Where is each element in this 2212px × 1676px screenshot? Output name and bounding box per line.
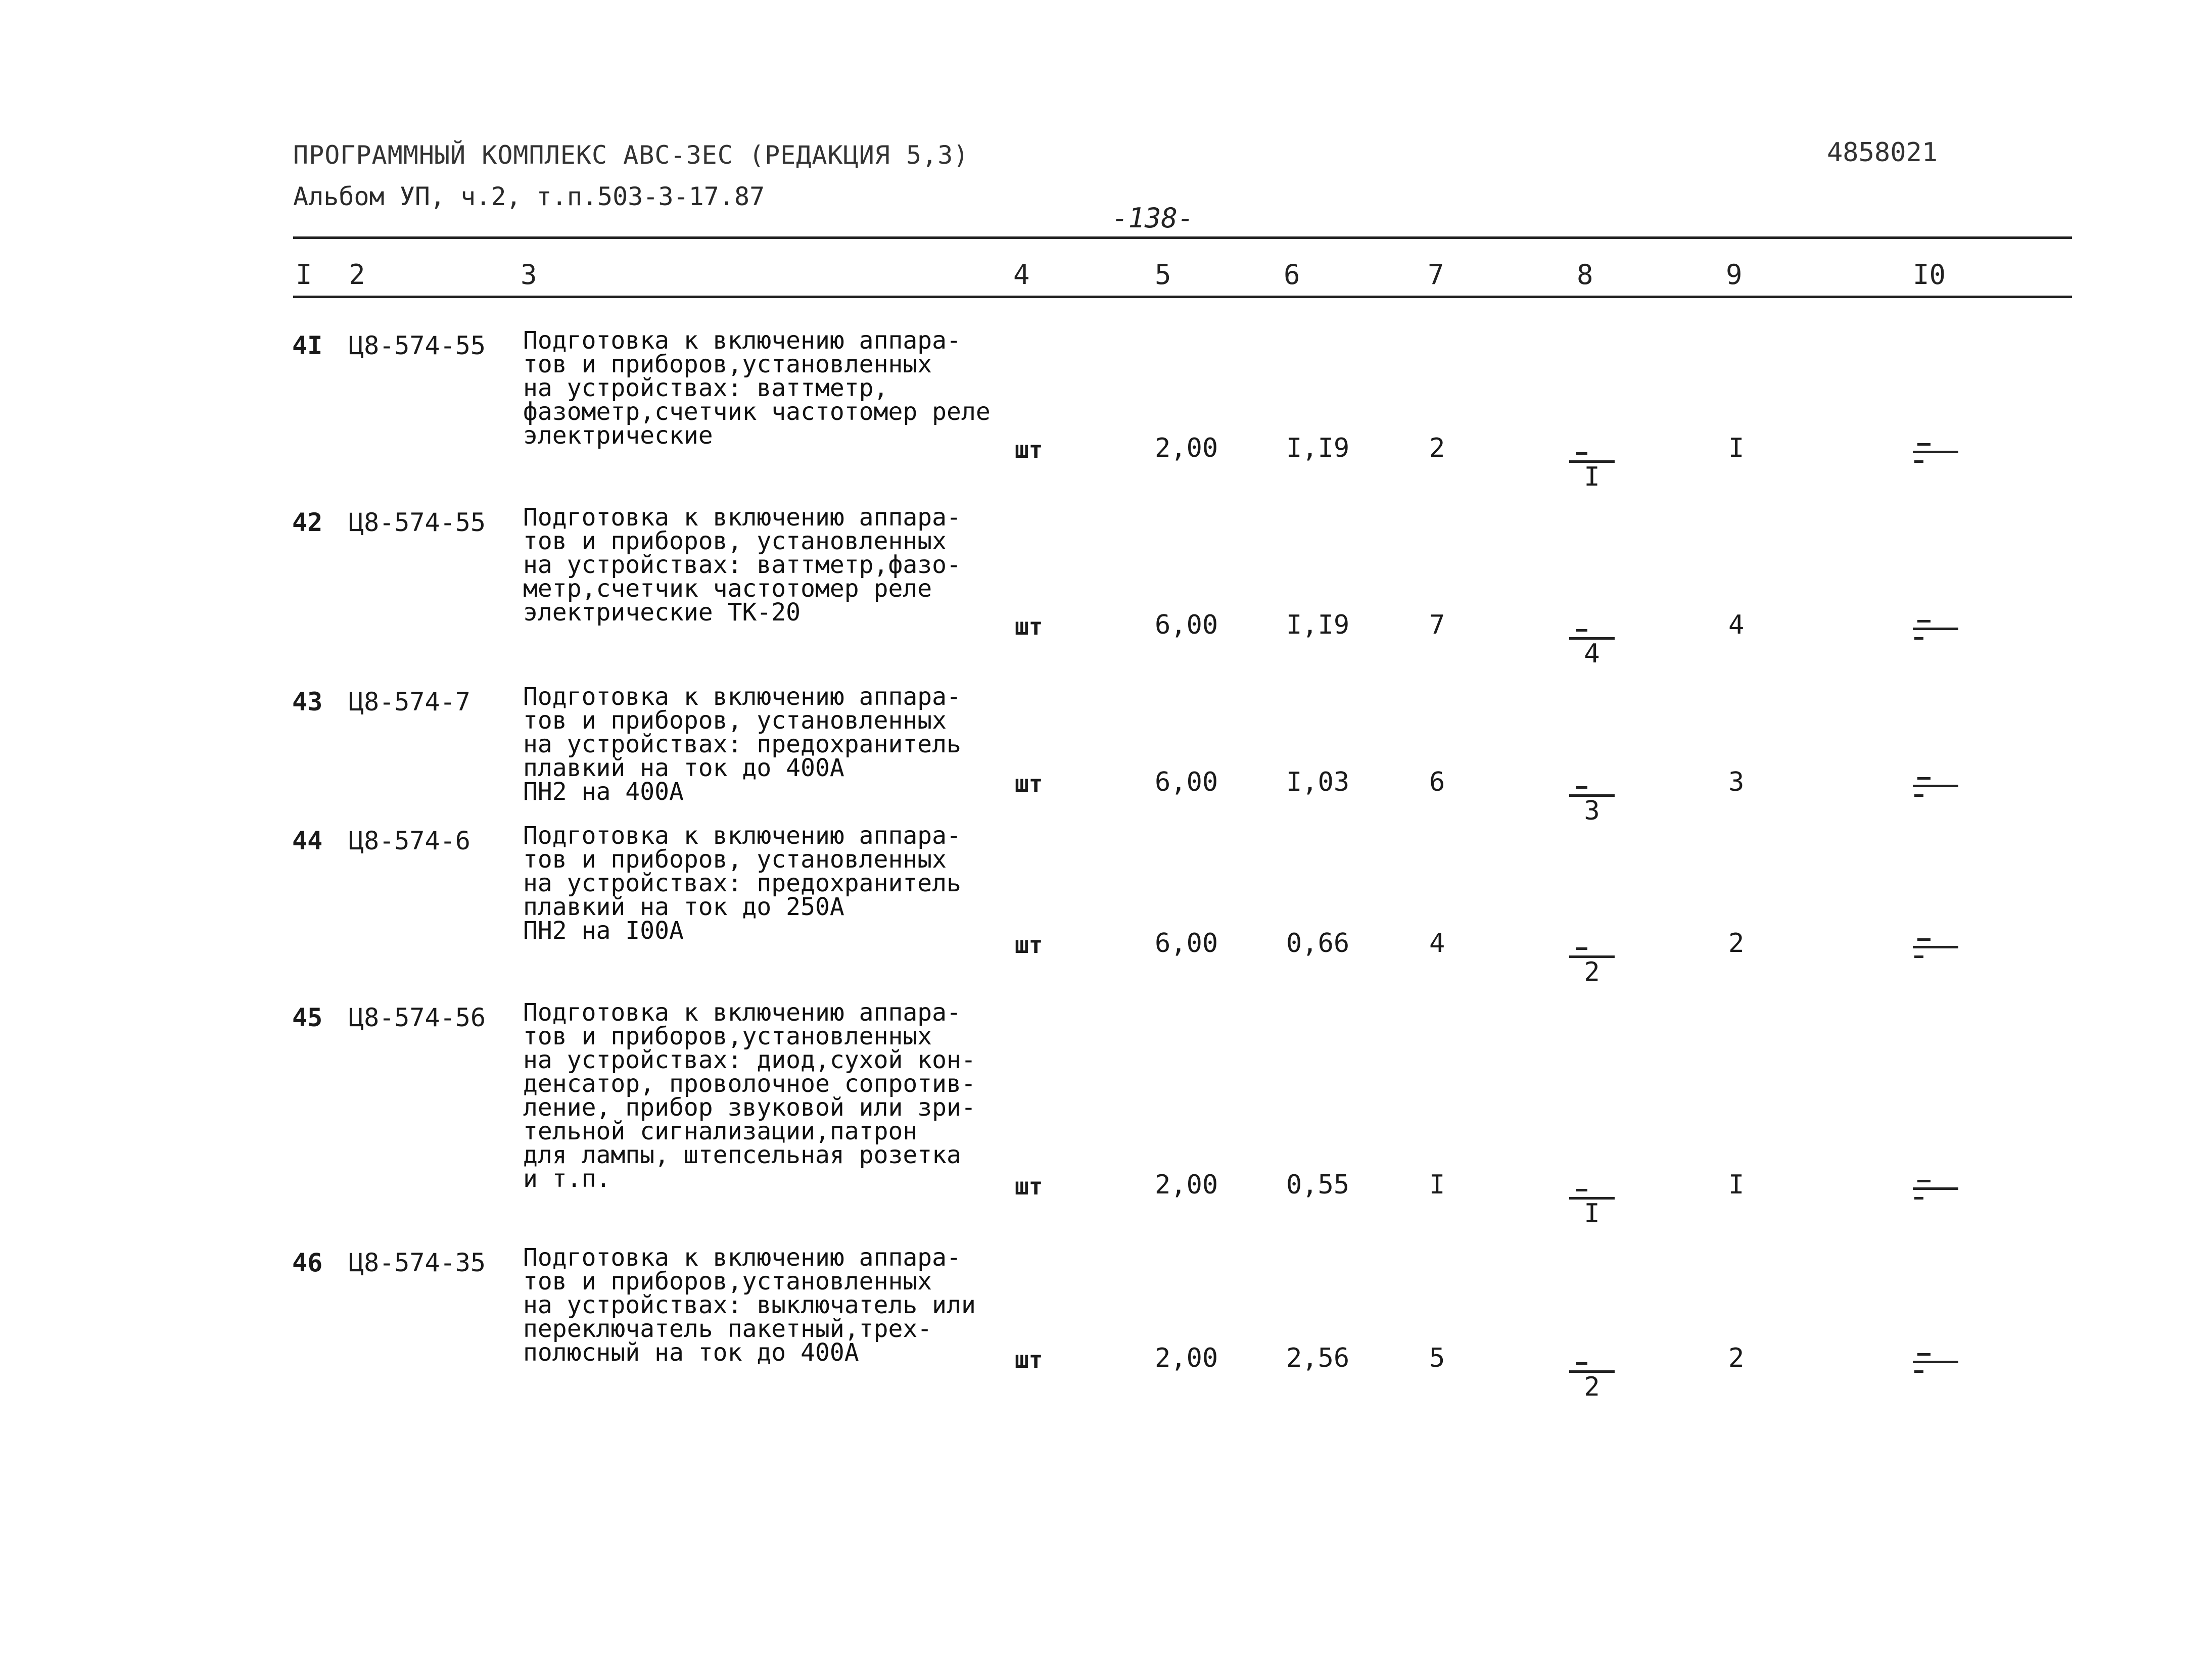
quantity-value: 6,00 xyxy=(1155,767,1218,797)
row-number: 45 xyxy=(292,1003,323,1032)
work-description: Подготовка к включению аппара- тов и приборов, установленных на устройствах: предохранитель плавкий на ток до 250А ПН2 на I00А xyxy=(523,822,961,945)
dash-bottom xyxy=(1914,1197,1923,1200)
column-number-6: 6 xyxy=(1284,259,1300,291)
row-number: 43 xyxy=(292,687,323,716)
column-9-value: I xyxy=(1728,433,1745,463)
column-number-3: 3 xyxy=(521,259,537,291)
header-rule-bottom xyxy=(293,296,2072,298)
dash-top xyxy=(1917,1353,1931,1356)
unit-of-measure: шт xyxy=(1015,931,1043,959)
fraction-top-dash xyxy=(1567,777,1617,794)
dash-bottom xyxy=(1914,1370,1923,1373)
fraction-top-dash xyxy=(1567,620,1617,637)
row-number: 46 xyxy=(292,1248,323,1277)
dash-top xyxy=(1917,443,1931,446)
work-description: Подготовка к включению аппара- тов и приборов,установленных на устройствах: диод,сухой кон- денсатор, проволочное сопротив- ление, прибор звуковой или зри- тельной сигнализации,патрон для лампы, штепсельная розетка и т.п. xyxy=(523,998,976,1193)
column-7-value: 7 xyxy=(1429,610,1445,640)
column-9-value: 2 xyxy=(1728,928,1745,959)
fraction-top-dash xyxy=(1567,1180,1617,1197)
fraction-bottom: 2 xyxy=(1584,957,1600,987)
column-7-value: 2 xyxy=(1429,433,1445,463)
column-9-value: 4 xyxy=(1728,610,1745,640)
column-number-10: I0 xyxy=(1913,259,1946,291)
column-8-fraction xyxy=(1567,1180,1617,1228)
dash-bottom xyxy=(1914,794,1923,797)
fraction-bottom: 3 xyxy=(1584,796,1600,826)
column-10-dash xyxy=(1910,1353,1961,1373)
column-10-dash xyxy=(1910,1180,1961,1200)
norm-value: I,03 xyxy=(1286,767,1350,797)
unit-of-measure: шт xyxy=(1015,770,1043,797)
document-number: 4858021 xyxy=(1827,137,1938,168)
work-description: Подготовка к включению аппара- тов и приборов,установленных на устройствах: ваттметр, фазометр,счетчик частотомер реле электрические xyxy=(523,326,991,450)
rate-code: Ц8-574-56 xyxy=(349,1003,486,1032)
dash-bar xyxy=(1913,946,1958,948)
dash-top xyxy=(1917,777,1931,780)
fraction-bottom: I xyxy=(1584,462,1600,492)
album-line: Альбом УП, ч.2, т.п.503-3-17.87 xyxy=(293,182,765,211)
quantity-value: 6,00 xyxy=(1155,928,1218,959)
dash-bar xyxy=(1913,1361,1958,1363)
norm-value: 0,55 xyxy=(1286,1170,1350,1200)
quantity-value: 2,00 xyxy=(1155,1343,1218,1373)
norm-value: I,I9 xyxy=(1286,433,1350,463)
rate-code: Ц8-574-55 xyxy=(349,508,486,537)
page-number: -138- xyxy=(1112,202,1194,234)
column-number-7: 7 xyxy=(1428,259,1444,291)
fraction-top-dash xyxy=(1567,443,1617,460)
rate-code: Ц8-574-6 xyxy=(349,826,470,855)
rate-code: Ц8-574-35 xyxy=(349,1248,486,1277)
fraction-bottom: I xyxy=(1584,1199,1600,1229)
column-number-2: 2 xyxy=(349,259,365,291)
unit-of-measure: шт xyxy=(1015,613,1043,640)
column-9-value: 2 xyxy=(1728,1343,1745,1373)
unit-of-measure: шт xyxy=(1015,1173,1043,1200)
norm-value: 0,66 xyxy=(1286,928,1350,959)
dash-bar xyxy=(1913,785,1958,787)
dash-bar xyxy=(1913,628,1958,630)
column-number-5: 5 xyxy=(1155,259,1171,291)
column-number-1: I xyxy=(296,259,312,291)
unit-of-measure: шт xyxy=(1015,1346,1043,1373)
fraction-bottom: 2 xyxy=(1584,1372,1600,1402)
quantity-value: 2,00 xyxy=(1155,433,1218,463)
column-10-dash xyxy=(1910,938,1961,958)
dash-bottom xyxy=(1914,955,1923,958)
column-7-value: 5 xyxy=(1429,1343,1445,1373)
work-description: Подготовка к включению аппара- тов и приборов, установленных на устройствах: ваттметр,фазо- метр,счетчик частотомер реле электрические ТК-20 xyxy=(523,503,961,627)
norm-value: 2,56 xyxy=(1286,1343,1350,1373)
fraction-top-dash xyxy=(1567,938,1617,955)
column-10-dash xyxy=(1910,443,1961,463)
dash-bottom xyxy=(1914,637,1923,640)
column-10-dash xyxy=(1910,777,1961,797)
header-rule-top xyxy=(293,236,2072,239)
norm-value: I,I9 xyxy=(1286,610,1350,640)
column-number-4: 4 xyxy=(1013,259,1030,291)
dash-bar xyxy=(1913,451,1958,453)
column-7-value: 6 xyxy=(1429,767,1445,797)
row-number: 44 xyxy=(292,826,323,855)
rate-code: Ц8-574-55 xyxy=(349,331,486,360)
dash-top xyxy=(1917,938,1931,941)
column-7-value: 4 xyxy=(1429,928,1445,959)
column-number-8: 8 xyxy=(1577,259,1593,291)
row-number: 4I xyxy=(292,331,323,360)
column-7-value: I xyxy=(1429,1170,1445,1200)
column-10-dash xyxy=(1910,620,1961,640)
dash-top xyxy=(1917,1180,1931,1182)
fraction-top-dash xyxy=(1567,1353,1617,1370)
fraction-bottom: 4 xyxy=(1584,639,1600,669)
rate-code: Ц8-574-7 xyxy=(349,687,470,716)
program-title: ПРОГРАММНЫЙ КОМПЛЕКС АВС-ЗЕС (РЕДАКЦИЯ 5,3) xyxy=(293,140,969,170)
dash-top xyxy=(1917,620,1931,622)
quantity-value: 6,00 xyxy=(1155,610,1218,640)
quantity-value: 2,00 xyxy=(1155,1170,1218,1200)
work-description: Подготовка к включению аппара- тов и приборов, установленных на устройствах: предохранитель плавкий на ток до 400А ПН2 на 400А xyxy=(523,683,961,806)
column-9-value: 3 xyxy=(1728,767,1745,797)
row-number: 42 xyxy=(292,508,323,537)
column-9-value: I xyxy=(1728,1170,1745,1200)
column-8-fraction xyxy=(1567,1353,1617,1401)
column-8-fraction xyxy=(1567,938,1617,986)
column-8-fraction xyxy=(1567,620,1617,668)
column-8-fraction xyxy=(1567,777,1617,825)
dash-bar xyxy=(1913,1187,1958,1190)
work-description: Подготовка к включению аппара- тов и приборов,установленных на устройствах: выключатель или переключатель пакетный,трех- полюсный на ток до 400А xyxy=(523,1243,976,1367)
dash-bottom xyxy=(1914,460,1923,463)
column-number-9: 9 xyxy=(1726,259,1743,291)
column-8-fraction xyxy=(1567,443,1617,491)
unit-of-measure: шт xyxy=(1015,436,1043,463)
